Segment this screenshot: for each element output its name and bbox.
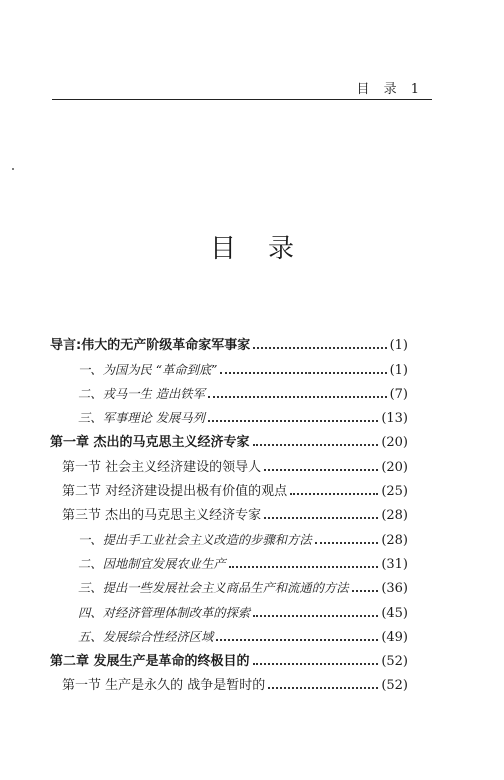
toc-leader-dots: [315, 541, 379, 544]
toc-entry[interactable]: [50, 548, 408, 572]
toc-entry-page: (20): [381, 435, 408, 451]
toc-entry[interactable]: [50, 621, 408, 645]
toc-entry-title: 二、因地制宜发展农业生产: [78, 556, 226, 571]
toc-leader-dots: [264, 468, 378, 471]
toc-entry-title: 第一节 社会主义经济建设的领导人: [62, 459, 262, 475]
table-of-contents: [50, 329, 408, 693]
toc-leader-dots: [229, 565, 379, 568]
toc-entry-page: (52): [381, 678, 408, 694]
toc-entry-page: (31): [381, 556, 408, 572]
toc-entry-page: (52): [381, 654, 408, 670]
toc-entry[interactable]: [50, 402, 408, 426]
toc-entry-title: 第三节 杰出的马克思主义经济专家: [62, 508, 262, 524]
toc-entry-title: 一、为国为民 “革命到底”: [78, 362, 218, 377]
toc-leader-dots: [220, 371, 386, 374]
toc-entry-page: (36): [381, 581, 408, 597]
toc-entry[interactable]: [50, 353, 408, 377]
header-rule: [52, 99, 432, 100]
toc-entry-page: (49): [381, 629, 408, 645]
toc-leader-dots: [253, 443, 379, 446]
toc-entry[interactable]: [50, 378, 408, 402]
toc-entry-title: 第二节 对经济建设提出极有价值的观点: [62, 484, 288, 500]
toc-entry-page: (45): [381, 605, 408, 621]
toc-leader-dots: [290, 492, 378, 495]
toc-leader-dots: [253, 662, 379, 665]
toc-entry[interactable]: [50, 523, 408, 547]
toc-leader-dots: [352, 589, 379, 592]
toc-entry[interactable]: [50, 475, 408, 499]
toc-entry[interactable]: [50, 450, 408, 474]
toc-entry[interactable]: [50, 645, 408, 669]
header-text: 目 录 1: [356, 82, 424, 97]
toc-entry-page: (28): [381, 508, 408, 524]
toc-entry-title: 一、提出手工业社会主义改造的步骤和方法: [78, 532, 312, 547]
page-title: 目录: [209, 234, 326, 264]
running-header: [52, 74, 432, 100]
toc-entry-page: (28): [381, 532, 408, 548]
toc-entry-page: (1): [389, 338, 408, 354]
toc-leader-dots: [253, 346, 386, 349]
toc-entry-page: (13): [381, 411, 408, 427]
toc-entry-page: (7): [389, 386, 408, 402]
toc-leader-dots: [264, 516, 378, 519]
toc-entry-page: (1): [389, 362, 408, 378]
toc-entry-page: (20): [381, 459, 408, 475]
scan-speck: [12, 168, 14, 170]
toc-leader-dots: [208, 419, 378, 422]
toc-entry-title: 三、提出一些发展社会主义商品生产和流通的方法: [78, 581, 349, 596]
toc-entry-title: 导言:伟大的无产阶级革命家军事家: [50, 338, 251, 354]
toc-entry[interactable]: [50, 669, 408, 693]
toc-leader-dots: [216, 638, 378, 641]
toc-leader-dots: [208, 395, 387, 398]
scan-speck: [308, 372, 310, 374]
toc-entry-page: (25): [381, 484, 408, 500]
toc-entry-title: 三、军事理论 发展马列: [78, 411, 205, 426]
toc-entry[interactable]: [50, 572, 408, 596]
toc-entry[interactable]: [50, 499, 408, 523]
toc-entry-title: 第一节 生产是永久的 战争是暂时的: [62, 678, 266, 694]
toc-entry[interactable]: [50, 329, 408, 353]
toc-entry[interactable]: [50, 426, 408, 450]
toc-entry-title: 第二章 发展生产是革命的终极目的: [50, 654, 250, 670]
toc-entry-title: 二、戎马一生 造出铁军: [78, 386, 205, 401]
toc-entry-title: 第一章 杰出的马克思主义经济专家: [50, 435, 250, 451]
toc-entry[interactable]: [50, 596, 408, 620]
toc-leader-dots: [268, 686, 378, 689]
toc-entry-title: 四、对经济管理体制改革的探索: [78, 605, 251, 620]
toc-entry-title: 五、发展综合性经济区域: [78, 629, 214, 644]
toc-leader-dots: [253, 614, 378, 617]
